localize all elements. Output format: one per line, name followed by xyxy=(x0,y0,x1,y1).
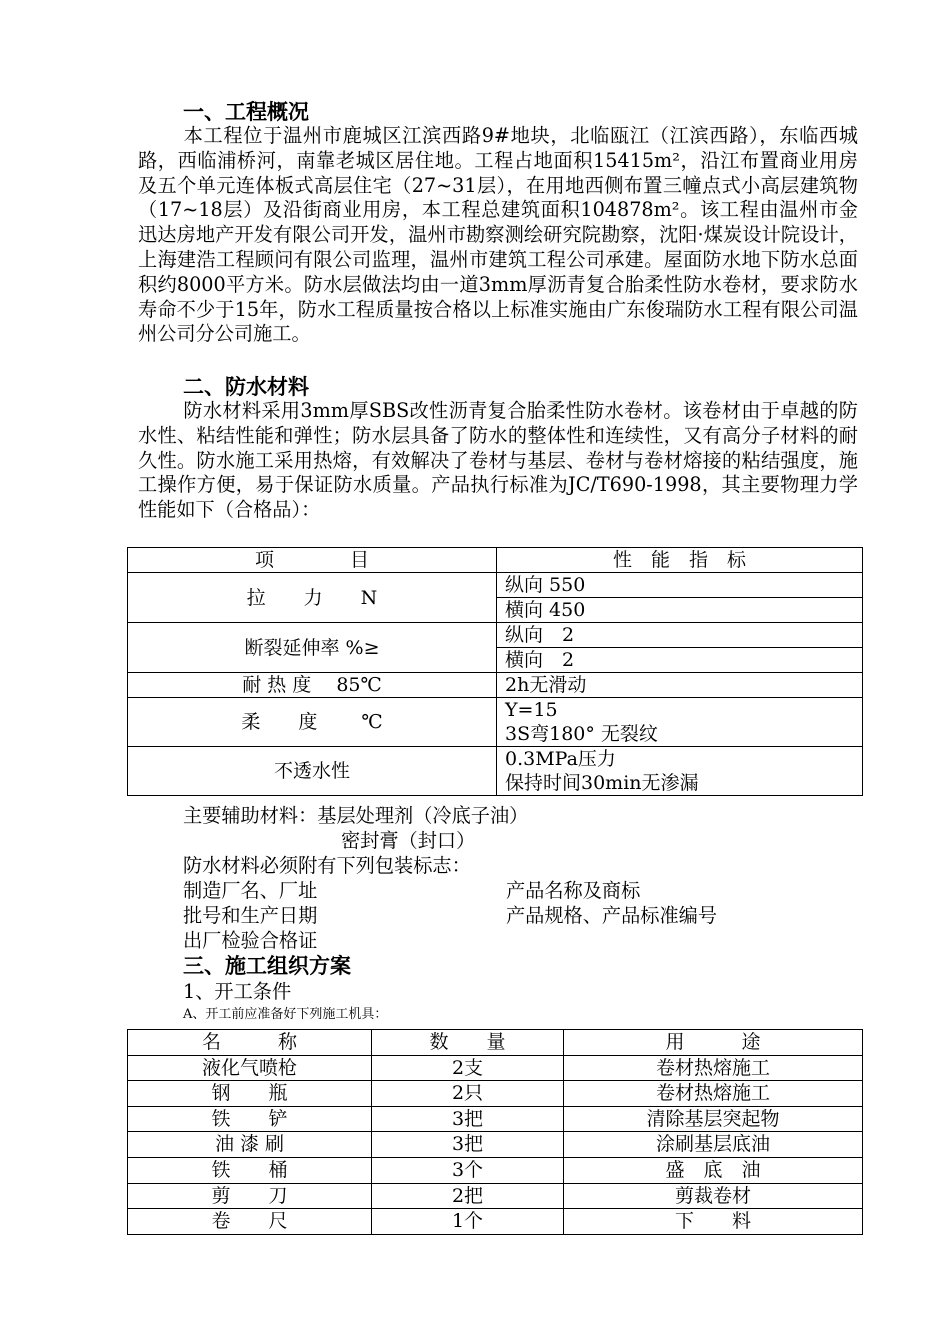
tool-use: 涂刷基层底油 xyxy=(564,1132,863,1158)
table-row xyxy=(128,623,863,648)
heat-resistance-label: 耐 热 度 85℃ xyxy=(128,673,497,698)
tool-use: 卷材热熔施工 xyxy=(564,1055,863,1081)
flexibility-value-2: 3S弯180° 无裂纹 xyxy=(505,723,658,745)
table-row xyxy=(128,1132,863,1158)
aux-materials-line: 主要辅助材料：基层处理剂（冷底子油） xyxy=(183,804,529,827)
aux-sealant-line: 密封膏（封口） xyxy=(341,829,476,852)
tool-qty: 3个 xyxy=(372,1157,564,1183)
packaging-mark-2: 产品名称及商标 xyxy=(506,879,641,902)
tool-use: 盛 底 油 xyxy=(564,1157,863,1183)
tool-name: 油 漆 刷 xyxy=(128,1132,372,1158)
tool-qty: 1个 xyxy=(372,1209,564,1235)
tool-name: 液化气喷枪 xyxy=(128,1055,372,1081)
table-row xyxy=(128,1106,863,1132)
tool-name: 卷 尺 xyxy=(128,1209,372,1235)
impermeability-values xyxy=(497,747,863,796)
section-2-paragraph xyxy=(138,399,858,523)
table-row xyxy=(128,698,863,747)
impermeability-value-2: 保持时间30min无渗漏 xyxy=(505,772,699,794)
section-1-text: 本工程位于温州市鹿城区江滨西路9#地块，北临瓯江（江滨西路），东临西城路，西临浦桥河，南靠老城区居住地。工程占地面积15415m²，沿江布置商业用房及五个单元连体板式高层住宅（27~31层），在用地西侧布置三幢点式小高层建筑物（17~18层）及沿街商业用房，本工程总建筑面积104878m²。该工程由温州市金迅达房地产开发有限公司开发，温州市勘察测绘研究院勘察，沈阳·煤炭设计院设计，上海建浩工程顾问有限公司监理，温州市建筑工程公司承建。屋面防水地下防水总面积约8000平方米。防水层做法均由一道3mm厚沥青复合胎柔性防水卷材，要求防水寿命不少于15年，防水工程质量按合格以上标准实施由广东俊瑞防水工程有限公司温州公司分公司施工。 xyxy=(138,124,858,346)
table-row xyxy=(128,573,863,598)
tool-use: 剪裁卷材 xyxy=(564,1183,863,1209)
tool-name: 铁 桶 xyxy=(128,1157,372,1183)
table-row xyxy=(128,1209,863,1235)
tools-intro: A、开工前应准备好下列施工机具： xyxy=(183,1007,388,1022)
tool-qty: 3把 xyxy=(372,1106,564,1132)
tool-qty: 2支 xyxy=(372,1055,564,1081)
header-item: 项 目 xyxy=(128,548,497,573)
tool-qty: 2只 xyxy=(372,1081,564,1107)
tensile-trans: 横向 450 xyxy=(497,598,863,623)
header-spec: 性 能 指 标 xyxy=(497,548,863,573)
tools-header-qty: 数 量 xyxy=(372,1030,564,1056)
tools-table xyxy=(127,1029,863,1235)
tool-name: 剪 刀 xyxy=(128,1183,372,1209)
packaging-mark-3: 批号和生产日期 xyxy=(183,904,318,927)
section-1-paragraph xyxy=(138,124,858,347)
tool-use: 下 料 xyxy=(564,1209,863,1235)
heat-resistance-value: 2h无滑动 xyxy=(497,673,863,698)
tools-header-name: 名 称 xyxy=(128,1030,372,1056)
section-2-heading: 二、防水材料 xyxy=(183,375,309,399)
tensile-label: 拉 力 N xyxy=(128,573,497,623)
packaging-intro: 防水材料必须附有下列包装标志： xyxy=(183,854,471,877)
table-row xyxy=(128,1183,863,1209)
elongation-trans: 横向 2 xyxy=(497,648,863,673)
start-conditions-heading: 1、开工条件 xyxy=(183,980,292,1003)
packaging-mark-4: 产品规格、产品标准编号 xyxy=(506,904,718,927)
packaging-mark-5: 出厂检验合格证 xyxy=(183,929,318,952)
section-1-heading: 一、工程概况 xyxy=(183,100,309,124)
packaging-mark-1: 制造厂名、厂址 xyxy=(183,879,318,902)
flexibility-value-1: Y=15 xyxy=(505,699,558,721)
tools-header-use: 用 途 xyxy=(564,1030,863,1056)
elongation-long: 纵向 2 xyxy=(497,623,863,648)
section-3-heading: 三、施工组织方案 xyxy=(183,954,351,978)
tool-use: 卷材热熔施工 xyxy=(564,1081,863,1107)
tensile-long: 纵向 550 xyxy=(497,573,863,598)
tool-qty: 2把 xyxy=(372,1183,564,1209)
table-row xyxy=(128,1157,863,1183)
table-row xyxy=(128,1055,863,1081)
table-header-row xyxy=(128,548,863,573)
section-2-text: 防水材料采用3mm厚SBS改性沥青复合胎柔性防水卷材。该卷材由于卓越的防水性、粘结性能和弹性；防水层具备了防水的整体性和连续性，又有高分子材料的耐久性。防水施工采用热熔，有效解决了卷材与基层、卷材与卷材熔接的粘结强度，施工操作方便，易于保证防水质量。产品执行标准为JC/T690-1998，其主要物理力学性能如下（合格品）： xyxy=(138,399,858,522)
tools-header-row xyxy=(128,1030,863,1056)
elongation-label: 断裂延伸率 %≥ xyxy=(128,623,497,673)
impermeability-label: 不透水性 xyxy=(128,747,497,796)
impermeability-value-1: 0.3MPa压力 xyxy=(505,748,616,770)
tool-qty: 3把 xyxy=(372,1132,564,1158)
flexibility-values xyxy=(497,698,863,747)
table-row xyxy=(128,747,863,796)
tool-use: 清除基层突起物 xyxy=(564,1106,863,1132)
flexibility-label: 柔 度 ℃ xyxy=(128,698,497,747)
table-row xyxy=(128,1081,863,1107)
material-properties-table xyxy=(127,547,863,796)
tool-name: 铁 铲 xyxy=(128,1106,372,1132)
tool-name: 钢 瓶 xyxy=(128,1081,372,1107)
table-row xyxy=(128,673,863,698)
